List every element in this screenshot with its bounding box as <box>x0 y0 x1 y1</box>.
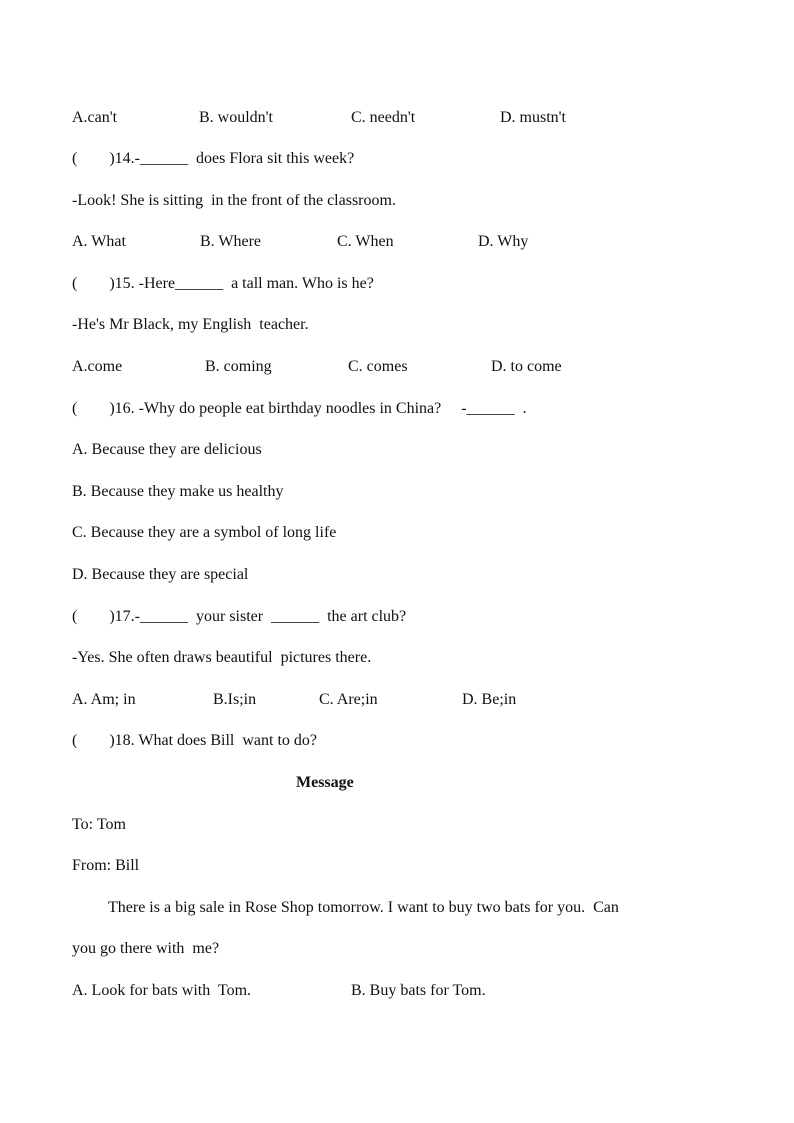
message-to: To: Tom <box>72 816 126 833</box>
q14-dialogue-answer: -Look! She is sitting in the front of the classroom. <box>72 192 396 209</box>
q14-option-b: B. Where <box>200 233 262 250</box>
q13-option-b: B. wouldn't <box>199 109 273 126</box>
q16-option-a: A. Because they are delicious <box>72 441 262 458</box>
q17-option-d: D. Be;in <box>462 691 517 708</box>
message-title: Message <box>296 774 354 791</box>
q17-option-a: A. Am; in <box>72 691 136 708</box>
q16-option-d: D. Because they are special <box>72 566 249 583</box>
q17-question: ( )17.-______ your sister ______ the art club? <box>72 608 407 625</box>
q15-dialogue-answer: -He's Mr Black, my English teacher. <box>72 316 309 333</box>
q13-option-c: C. needn't <box>351 109 416 126</box>
q17-option-b: B.Is;in <box>213 691 257 708</box>
q14-question: ( )14.-______ does Flora sit this week? <box>72 150 355 167</box>
q13-option-a: A.can't <box>72 109 118 126</box>
q16-option-c: C. Because they are a symbol of long life <box>72 524 337 541</box>
message-body-line-2: you go there with me? <box>72 940 220 957</box>
q16-option-b: B. Because they make us healthy <box>72 483 284 500</box>
q17-option-c: C. Are;in <box>319 691 378 708</box>
q16-question: ( )16. -Why do people eat birthday noodles in China? -______ . <box>72 400 527 417</box>
q15-option-a: A.come <box>72 358 123 375</box>
q13-option-d: D. mustn't <box>500 109 566 126</box>
q14-option-c: C. When <box>337 233 394 250</box>
q18-option-a: A. Look for bats with Tom. <box>72 982 252 999</box>
q15-option-b: B. coming <box>205 358 272 375</box>
message-from: From: Bill <box>72 857 140 874</box>
q15-question: ( )15. -Here______ a tall man. Who is he? <box>72 275 374 292</box>
q18-option-b: B. Buy bats for Tom. <box>351 982 486 999</box>
q14-option-d: D. Why <box>478 233 529 250</box>
q18-question: ( )18. What does Bill want to do? <box>72 732 317 749</box>
q15-option-c: C. comes <box>348 358 408 375</box>
q15-option-d: D. to come <box>491 358 562 375</box>
q17-dialogue-answer: -Yes. She often draws beautiful pictures there. <box>72 649 372 666</box>
q14-option-a: A. What <box>72 233 126 250</box>
message-body-line-1: There is a big sale in Rose Shop tomorrow. I want to buy two bats for you. Can <box>108 899 619 916</box>
